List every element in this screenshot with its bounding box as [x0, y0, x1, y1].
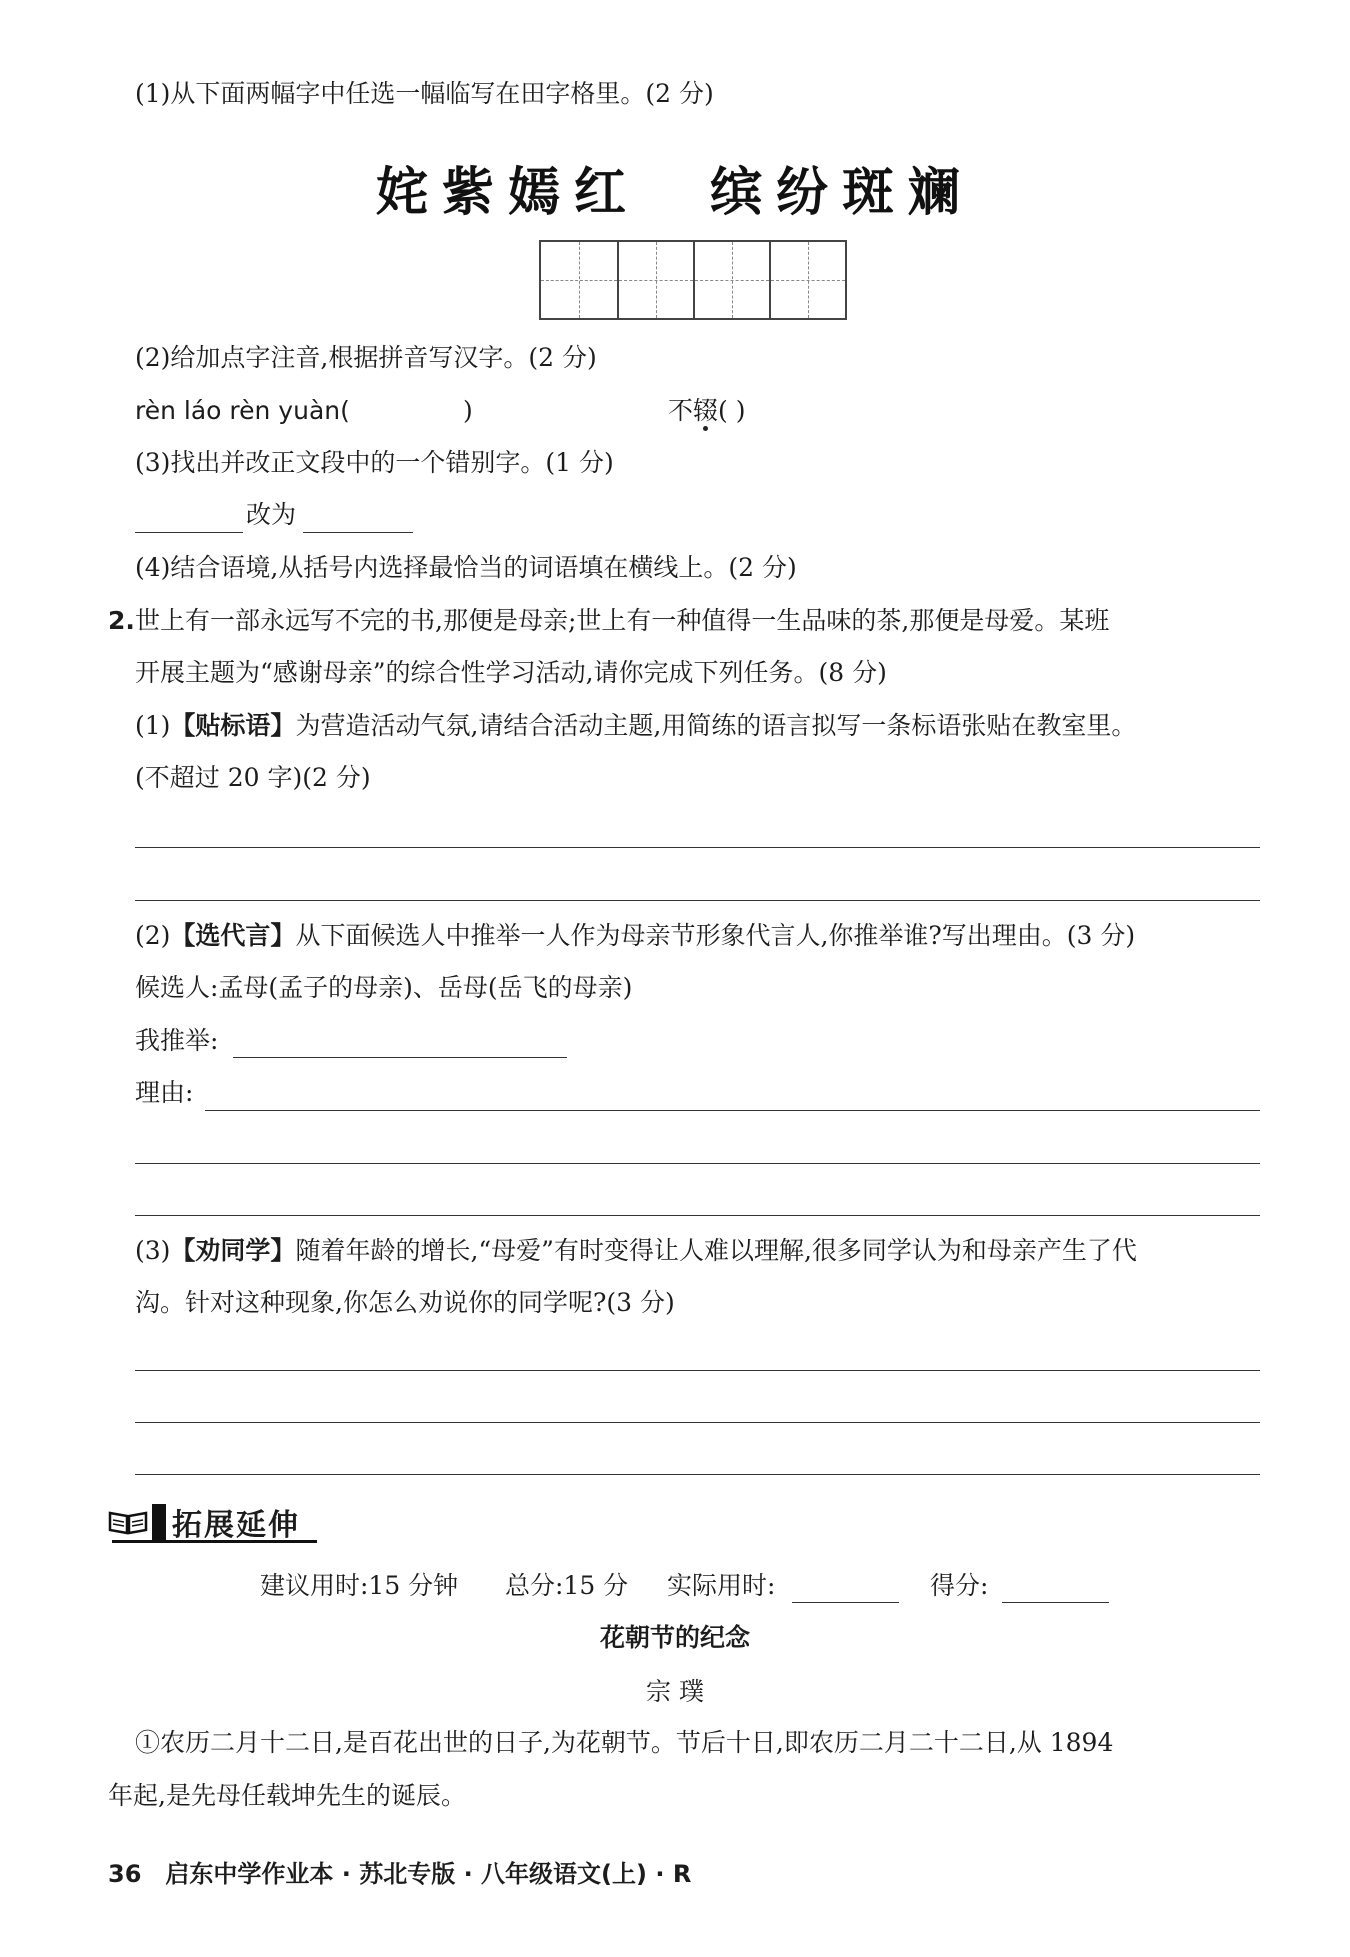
dotted-char: 辍: [693, 396, 719, 425]
pinyin-close-paren: ): [463, 396, 473, 425]
task1-note: (不超过 20 字)(2 分): [135, 763, 371, 792]
task3-tag: 【劝同学】: [170, 1236, 296, 1265]
article-author: 宗 璞: [646, 1677, 704, 1706]
change-to-label: 改为: [246, 500, 297, 529]
slogan-answer-line-2[interactable]: [135, 900, 1260, 901]
persuade-answer-line-1[interactable]: [135, 1370, 1260, 1371]
book-title: 启东中学作业本 · 苏北专版 · 八年级语文(上) · R: [165, 1860, 692, 1888]
q1-sub2: (2)给加点字注音,根据拼音写汉字。(2 分): [135, 343, 597, 372]
persuade-answer-line-3[interactable]: [135, 1474, 1260, 1475]
score-blank[interactable]: [1002, 1602, 1109, 1603]
section-underline: [112, 1540, 317, 1543]
grid-cell[interactable]: [693, 242, 769, 318]
total-score: 总分:15 分: [505, 1571, 629, 1600]
q1-sub3: (3)找出并改正文段中的一个错别字。(1 分): [135, 448, 614, 477]
slogan-answer-line-1[interactable]: [135, 847, 1260, 848]
calligraphy-samples: [0, 150, 1350, 225]
reason-answer-line-1[interactable]: [205, 1110, 1260, 1111]
calligraphy-sample-1: 姹紫嫣红: [375, 162, 640, 223]
suggested-time: 建议用时:15 分钟: [260, 1571, 459, 1600]
page-footer: [108, 1854, 691, 1889]
q1-sub1: (1)从下面两幅字中任选一幅临写在田字格里。(2 分): [135, 79, 714, 108]
article-title: 花朝节的纪念: [599, 1623, 750, 1652]
wrong-char-blank[interactable]: [135, 532, 243, 533]
task2-tag: 【选代言】: [170, 921, 296, 950]
char-paren: ( ): [718, 396, 746, 425]
reason-answer-line-2[interactable]: [135, 1163, 1260, 1164]
task1-text: 为营造活动气氛,请结合活动主题,用简练的语言拟写一条标语张贴在教室里。: [295, 711, 1137, 740]
dotted-char-prompt: [668, 393, 746, 429]
actual-time-label: 实际用时:: [667, 1571, 776, 1600]
q2-intro-1: 世上有一部永远写不完的书,那便是母亲;世上有一种值得一生品味的茶,那便是母爱。某班: [135, 606, 1110, 635]
pinyin-prompt: rèn láo rèn yuàn(: [135, 396, 350, 425]
q2-number: 2.: [108, 606, 135, 635]
task2-text: 从下面候选人中推举一人作为母亲节形象代言人,你推举谁?写出理由。(3 分): [295, 921, 1136, 950]
task3-prefix: (3): [135, 1236, 171, 1265]
actual-time-blank[interactable]: [792, 1602, 899, 1603]
q2-intro-2: 开展主题为“感谢母亲”的综合性学习活动,请你完成下列任务。(8 分): [135, 658, 887, 687]
task3-text: 随着年龄的增长,“母爱”有时变得让人难以理解,很多同学认为和母亲产生了代: [295, 1236, 1137, 1265]
task1-tag: 【贴标语】: [170, 711, 296, 740]
paragraph-1-line-1: ①农历二月十二日,是百花出世的日子,为花朝节。节后十日,即农历二月二十二日,从 1894: [135, 1728, 1114, 1757]
section-title: 拓展延伸: [172, 1508, 300, 1543]
section-bar: [152, 1504, 166, 1540]
candidates: 候选人:孟母(孟子的母亲)、岳母(岳飞的母亲): [135, 973, 633, 1002]
score-label: 得分:: [930, 1571, 989, 1600]
paragraph-1-line-2: 年起,是先母任载坤先生的诞辰。: [108, 1781, 466, 1810]
recommend-answer-blank[interactable]: [233, 1057, 567, 1058]
reason-answer-line-3[interactable]: [135, 1215, 1260, 1216]
grid-cell[interactable]: [541, 242, 617, 318]
task2-prefix: (2): [135, 921, 171, 950]
open-book-icon: [108, 1509, 148, 1535]
task1-line: [135, 708, 1136, 744]
recommend-label: 我推举:: [135, 1026, 219, 1055]
correct-char-blank[interactable]: [303, 532, 413, 533]
char-prefix: 不: [668, 396, 694, 425]
task2-line: [135, 918, 1135, 954]
extension-section-header: [108, 1500, 300, 1544]
tianzige-grid[interactable]: [539, 240, 847, 320]
calligraphy-sample-2: 缤纷斑斓: [710, 162, 975, 223]
grid-cell[interactable]: [769, 242, 845, 318]
persuade-answer-line-2[interactable]: [135, 1422, 1260, 1423]
grid-cell[interactable]: [617, 242, 693, 318]
q1-sub4: (4)结合语境,从括号内选择最恰当的词语填在横线上。(2 分): [135, 553, 797, 582]
task1-prefix: (1): [135, 711, 171, 740]
reason-label: 理由:: [135, 1078, 194, 1107]
task3-text-2: 沟。针对这种现象,你怎么劝说你的同学呢?(3 分): [135, 1288, 675, 1317]
task3-line: [135, 1233, 1137, 1269]
page-number: 36: [108, 1860, 142, 1888]
